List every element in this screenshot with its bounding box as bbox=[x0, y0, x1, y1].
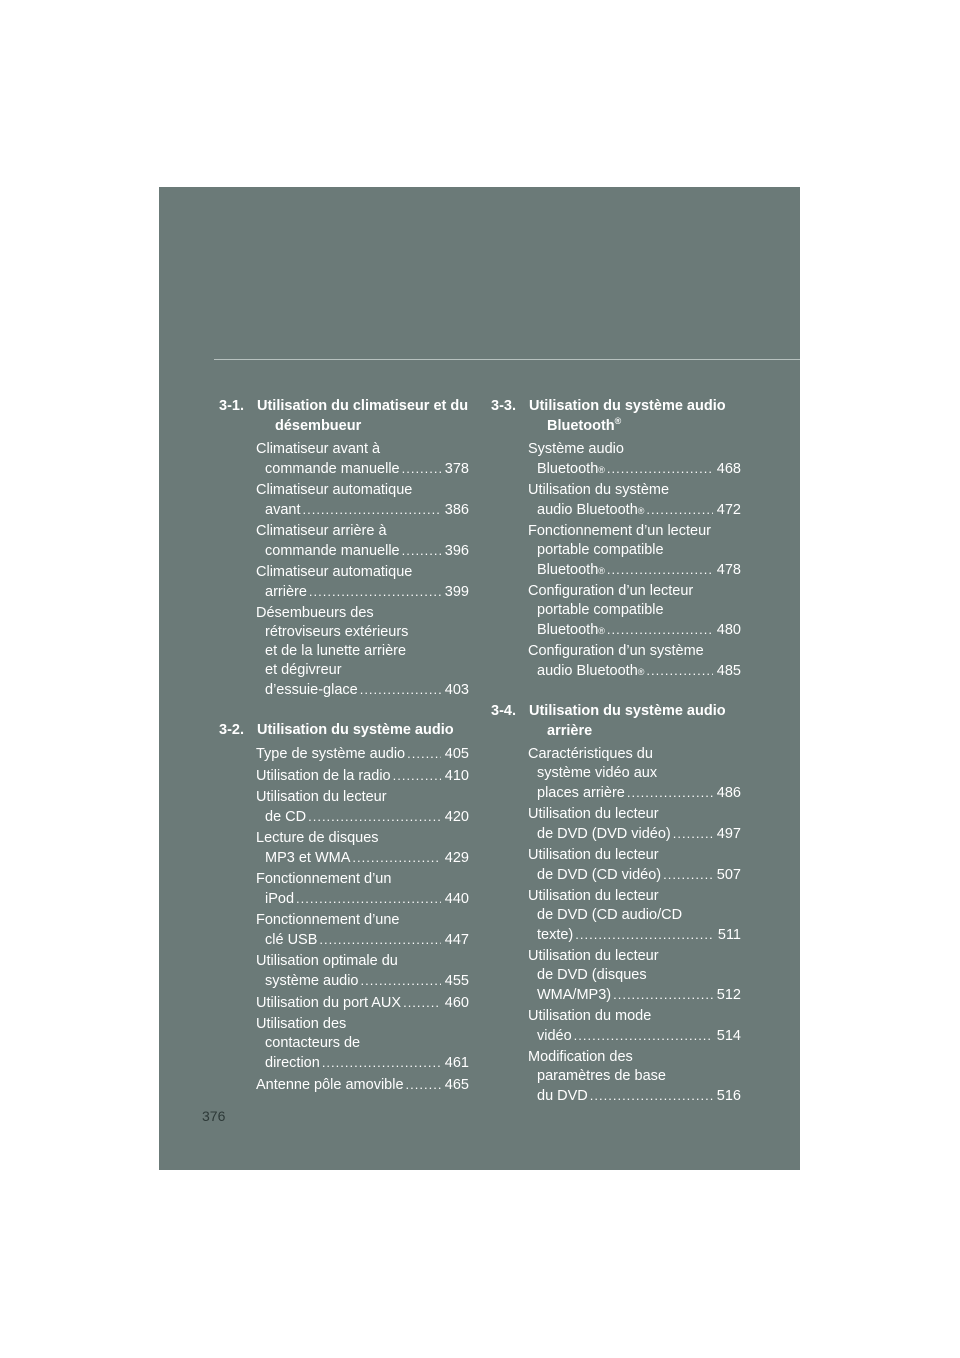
entry-page-number[interactable]: 440 bbox=[444, 891, 469, 907]
header-divider bbox=[214, 359, 800, 360]
dot-leader bbox=[402, 541, 441, 560]
entry-lead-text: WMA/MP3) bbox=[537, 987, 612, 1003]
entry-page-line: Bluetooth ® ..... 468 bbox=[528, 459, 741, 479]
entry-page-number[interactable]: 420 bbox=[444, 809, 469, 825]
entry-title-line: Climatiseur automatique bbox=[256, 482, 413, 498]
entry-page-number[interactable]: 410 bbox=[444, 768, 469, 784]
entry-lead-text: Utilisation du port AUX bbox=[256, 995, 402, 1011]
section-heading bbox=[219, 396, 469, 436]
dot-leader bbox=[646, 500, 712, 519]
entry-title-line: Climatiseur avant à bbox=[256, 441, 381, 457]
dot-leader bbox=[607, 459, 713, 478]
dot-leader bbox=[360, 680, 441, 699]
entry-page-line bbox=[256, 459, 469, 479]
entry-page-line bbox=[256, 500, 469, 520]
entry-page-number[interactable]: 465 bbox=[444, 1077, 469, 1093]
entry-list bbox=[219, 440, 469, 700]
toc-entry[interactable] bbox=[256, 744, 469, 764]
toc-entry[interactable] bbox=[528, 887, 741, 945]
section-title-text: Utilisation du système audio bbox=[257, 722, 454, 738]
entry-title-line: Utilisation du lecteur bbox=[528, 888, 659, 904]
entry-title-line: Utilisation du lecteur bbox=[528, 948, 659, 964]
section-heading bbox=[491, 701, 741, 741]
entry-lead-text: Type de système audio bbox=[256, 746, 406, 762]
dot-leader bbox=[646, 661, 712, 680]
toc-entry[interactable] bbox=[256, 481, 469, 520]
entry-lead-text: avant bbox=[265, 502, 301, 518]
toc-entry[interactable] bbox=[528, 642, 741, 681]
entry-lead-text: direction bbox=[265, 1055, 320, 1071]
dot-leader bbox=[322, 1053, 441, 1072]
entry-page-line bbox=[528, 783, 741, 803]
entry-title-line: Utilisation du lecteur bbox=[256, 789, 387, 805]
entry-title-line: Configuration d’un système bbox=[528, 643, 704, 659]
entry-title-line: Fonctionnement d’un lecteur bbox=[528, 523, 711, 539]
entry-lead-text: Bluetooth bbox=[537, 562, 599, 578]
toc-entry[interactable] bbox=[256, 911, 469, 950]
dot-leader bbox=[663, 865, 713, 884]
entry-title-line: Fonctionnement d’un bbox=[256, 871, 392, 887]
entry-lead-text: arrière bbox=[265, 584, 307, 600]
toc-entry[interactable] bbox=[528, 481, 741, 520]
entry-page-line bbox=[256, 889, 469, 909]
entry-lead-text: Antenne pôle amovible bbox=[256, 1077, 404, 1093]
entry-page-number[interactable]: 514 bbox=[716, 1028, 741, 1044]
entry-page-line bbox=[256, 807, 469, 827]
entry-page-line bbox=[256, 930, 469, 950]
dot-leader bbox=[319, 930, 440, 949]
entry-lead-text: audio Bluetooth bbox=[537, 663, 638, 679]
dot-leader bbox=[407, 744, 441, 763]
dot-leader bbox=[402, 459, 441, 478]
entry-page-line bbox=[256, 766, 469, 786]
entry-page-line bbox=[528, 925, 741, 945]
entry-page-line bbox=[256, 582, 469, 602]
entry-page-number[interactable]: 378 bbox=[444, 461, 469, 477]
entry-lead-text: Bluetooth bbox=[537, 622, 599, 638]
entry-page-line bbox=[528, 985, 741, 1005]
toc-entry[interactable] bbox=[256, 522, 469, 561]
section-title bbox=[529, 396, 741, 436]
entry-lead-text: texte) bbox=[537, 927, 574, 943]
dot-leader bbox=[403, 993, 441, 1012]
dot-leader bbox=[361, 971, 441, 990]
entry-page-line bbox=[528, 1086, 741, 1106]
entry-page-number[interactable]: 468 bbox=[716, 461, 741, 477]
toc-entry[interactable] bbox=[256, 952, 469, 991]
entry-page-number[interactable]: 478 bbox=[716, 562, 741, 578]
entry-lead-text: vidéo bbox=[537, 1028, 572, 1044]
entry-title-line: paramètres de base bbox=[537, 1068, 666, 1084]
toc-entry[interactable] bbox=[528, 440, 741, 479]
entry-title-line: Désembueurs des bbox=[256, 605, 374, 621]
entry-page-line: audio Bluetooth ® ..... 472 bbox=[528, 500, 741, 520]
toc-left-column bbox=[219, 396, 469, 1115]
section-number: 3-1. bbox=[219, 398, 244, 414]
entry-title-line: Configuration d’un lecteur bbox=[528, 583, 694, 599]
entry-title-line: Utilisation optimale du bbox=[256, 953, 398, 969]
entry-page-line bbox=[528, 824, 741, 844]
toc-entry[interactable] bbox=[528, 522, 741, 580]
entry-lead-text: Utilisation de la radio bbox=[256, 768, 391, 784]
entry-page-number[interactable]: 396 bbox=[444, 543, 469, 559]
dot-leader bbox=[607, 620, 713, 639]
toc-section bbox=[491, 396, 741, 681]
toc-entry[interactable] bbox=[256, 1075, 469, 1095]
dot-leader bbox=[575, 925, 714, 944]
entry-title-line: de DVD (disques bbox=[537, 967, 647, 983]
dot-leader bbox=[393, 766, 441, 785]
registered-mark: ® bbox=[614, 416, 622, 427]
entry-page-number[interactable]: 405 bbox=[444, 746, 469, 762]
entry-lead-text: clé USB bbox=[265, 932, 318, 948]
entry-page-number[interactable]: 429 bbox=[444, 850, 469, 866]
toc-section bbox=[219, 396, 469, 700]
entry-title-line: Caractéristiques du bbox=[528, 746, 653, 762]
entry-page-line bbox=[256, 541, 469, 561]
entry-page-number[interactable]: 485 bbox=[716, 663, 741, 679]
entry-page-line: audio Bluetooth ® ..... 485 bbox=[528, 661, 741, 681]
toc-entry[interactable] bbox=[256, 788, 469, 827]
entry-title-line: rétroviseurs extérieurs bbox=[265, 624, 409, 640]
toc-entry[interactable] bbox=[528, 947, 741, 1005]
entry-list bbox=[491, 440, 741, 681]
entry-lead-text: audio Bluetooth bbox=[537, 502, 638, 518]
entry-title-line: portable compatible bbox=[537, 602, 664, 618]
dot-leader bbox=[607, 560, 713, 579]
dot-leader bbox=[590, 1086, 713, 1105]
entry-list bbox=[219, 744, 469, 1095]
entry-title-line: Lecture de disques bbox=[256, 830, 379, 846]
entry-lead-text: du DVD bbox=[537, 1088, 588, 1104]
dot-leader bbox=[296, 889, 441, 908]
dot-leader bbox=[308, 807, 441, 826]
entry-title-line: Climatiseur arrière à bbox=[256, 523, 387, 539]
entry-title-line: Modification des bbox=[528, 1049, 633, 1065]
entry-page-number[interactable]: 386 bbox=[444, 502, 469, 518]
entry-lead-text: commande manuelle bbox=[265, 461, 400, 477]
entry-title-line: Climatiseur automatique bbox=[256, 564, 413, 580]
section-title-text: Utilisation du système audio Bluetooth bbox=[529, 398, 726, 434]
entry-page-number[interactable]: 516 bbox=[716, 1088, 741, 1104]
section-number: 3-3. bbox=[491, 398, 516, 414]
entry-page-number[interactable]: 480 bbox=[716, 622, 741, 638]
entry-page-number[interactable]: 507 bbox=[716, 867, 741, 883]
entry-page-number[interactable]: 399 bbox=[444, 584, 469, 600]
entry-title-line: Utilisation du système bbox=[528, 482, 670, 498]
entry-page-line bbox=[256, 680, 469, 700]
entry-page-number[interactable]: 447 bbox=[444, 932, 469, 948]
entry-page-line bbox=[256, 848, 469, 868]
dot-leader bbox=[627, 783, 713, 802]
toc-entry[interactable] bbox=[256, 563, 469, 602]
entry-page-line bbox=[256, 1075, 469, 1095]
toc-entry[interactable] bbox=[528, 1007, 741, 1046]
toc-entry[interactable] bbox=[256, 1015, 469, 1073]
entry-page-number[interactable]: 512 bbox=[716, 987, 741, 1003]
dot-leader bbox=[309, 582, 441, 601]
section-heading bbox=[491, 396, 741, 436]
entry-lead-text: de DVD (CD vidéo) bbox=[537, 867, 662, 883]
entry-page-number[interactable]: 455 bbox=[444, 973, 469, 989]
entry-lead-text: Bluetooth bbox=[537, 461, 599, 477]
dot-leader bbox=[352, 848, 440, 867]
toc-entry[interactable] bbox=[528, 1048, 741, 1106]
toc-entry[interactable] bbox=[256, 604, 469, 700]
page-number: 376 bbox=[202, 1108, 226, 1124]
entry-page-number[interactable]: 403 bbox=[444, 682, 469, 698]
section-title-text: Utilisation du climatiseur et du désembueur bbox=[257, 398, 469, 434]
entry-title-line: de DVD (CD audio/CD bbox=[537, 907, 683, 923]
toc-entry[interactable] bbox=[256, 440, 469, 479]
toc-entry[interactable] bbox=[256, 870, 469, 909]
toc-section bbox=[219, 720, 469, 1095]
toc-entry[interactable] bbox=[528, 846, 741, 885]
entry-page-line bbox=[528, 1026, 741, 1046]
entry-page-number[interactable]: 460 bbox=[444, 995, 469, 1011]
entry-title-line: Système audio bbox=[528, 441, 624, 457]
entry-title-line: Fonctionnement d’une bbox=[256, 912, 400, 928]
dot-leader bbox=[574, 1026, 713, 1045]
toc-entry[interactable] bbox=[256, 829, 469, 868]
dot-leader bbox=[673, 824, 713, 843]
section-title bbox=[257, 720, 469, 740]
dot-leader bbox=[613, 985, 713, 1004]
entry-page-line bbox=[256, 993, 469, 1013]
entry-title-line: système vidéo aux bbox=[537, 765, 658, 781]
entry-lead-text: places arrière bbox=[537, 785, 625, 801]
entry-title-line: portable compatible bbox=[537, 542, 664, 558]
entry-page-line bbox=[256, 744, 469, 764]
entry-title-line: Utilisation des bbox=[256, 1016, 347, 1032]
entry-page-line: Bluetooth ® ..... 478 bbox=[528, 560, 741, 580]
entry-title-line: contacteurs de bbox=[265, 1035, 361, 1051]
entry-lead-text: système audio bbox=[265, 973, 359, 989]
entry-page-line bbox=[528, 865, 741, 885]
entry-title-line: Utilisation du lecteur bbox=[528, 806, 659, 822]
entry-lead-text: de DVD (DVD vidéo) bbox=[537, 826, 671, 842]
section-number: 3-4. bbox=[491, 703, 516, 719]
entry-title-line: Utilisation du mode bbox=[528, 1008, 652, 1024]
entry-title-line: et dégivreur bbox=[265, 662, 342, 678]
entry-page-number[interactable]: 511 bbox=[717, 927, 741, 943]
section-heading bbox=[219, 720, 469, 740]
entry-lead-text: MP3 et WMA bbox=[265, 850, 351, 866]
section-title-text: Utilisation du système audio arrière bbox=[529, 703, 726, 739]
toc-entry[interactable] bbox=[528, 805, 741, 844]
entry-page-number[interactable]: 472 bbox=[716, 502, 741, 518]
section-number: 3-2. bbox=[219, 722, 244, 738]
section-title bbox=[257, 396, 469, 436]
dot-leader bbox=[302, 500, 440, 519]
entry-page-line: Bluetooth ® ..... 480 bbox=[528, 620, 741, 640]
entry-lead-text: commande manuelle bbox=[265, 543, 400, 559]
toc-entry[interactable] bbox=[528, 745, 741, 803]
entry-lead-text: iPod bbox=[265, 891, 295, 907]
dot-leader bbox=[406, 1075, 441, 1094]
entry-list bbox=[491, 745, 741, 1106]
entry-page-line bbox=[256, 1053, 469, 1073]
entry-page-number[interactable]: 461 bbox=[444, 1055, 469, 1071]
section-title bbox=[529, 701, 741, 741]
entry-lead-text: de CD bbox=[265, 809, 307, 825]
toc-section bbox=[491, 701, 741, 1106]
entry-page-number[interactable]: 497 bbox=[716, 826, 741, 842]
toc-right-column bbox=[491, 396, 741, 1126]
entry-page-line bbox=[256, 971, 469, 991]
entry-lead-text: d’essuie-glace bbox=[265, 682, 358, 698]
entry-title-line: et de la lunette arrière bbox=[265, 643, 407, 659]
entry-page-number[interactable]: 486 bbox=[716, 785, 741, 801]
toc-entry[interactable] bbox=[256, 993, 469, 1013]
entry-title-line: Utilisation du lecteur bbox=[528, 847, 659, 863]
toc-entry[interactable] bbox=[256, 766, 469, 786]
toc-entry[interactable] bbox=[528, 582, 741, 640]
